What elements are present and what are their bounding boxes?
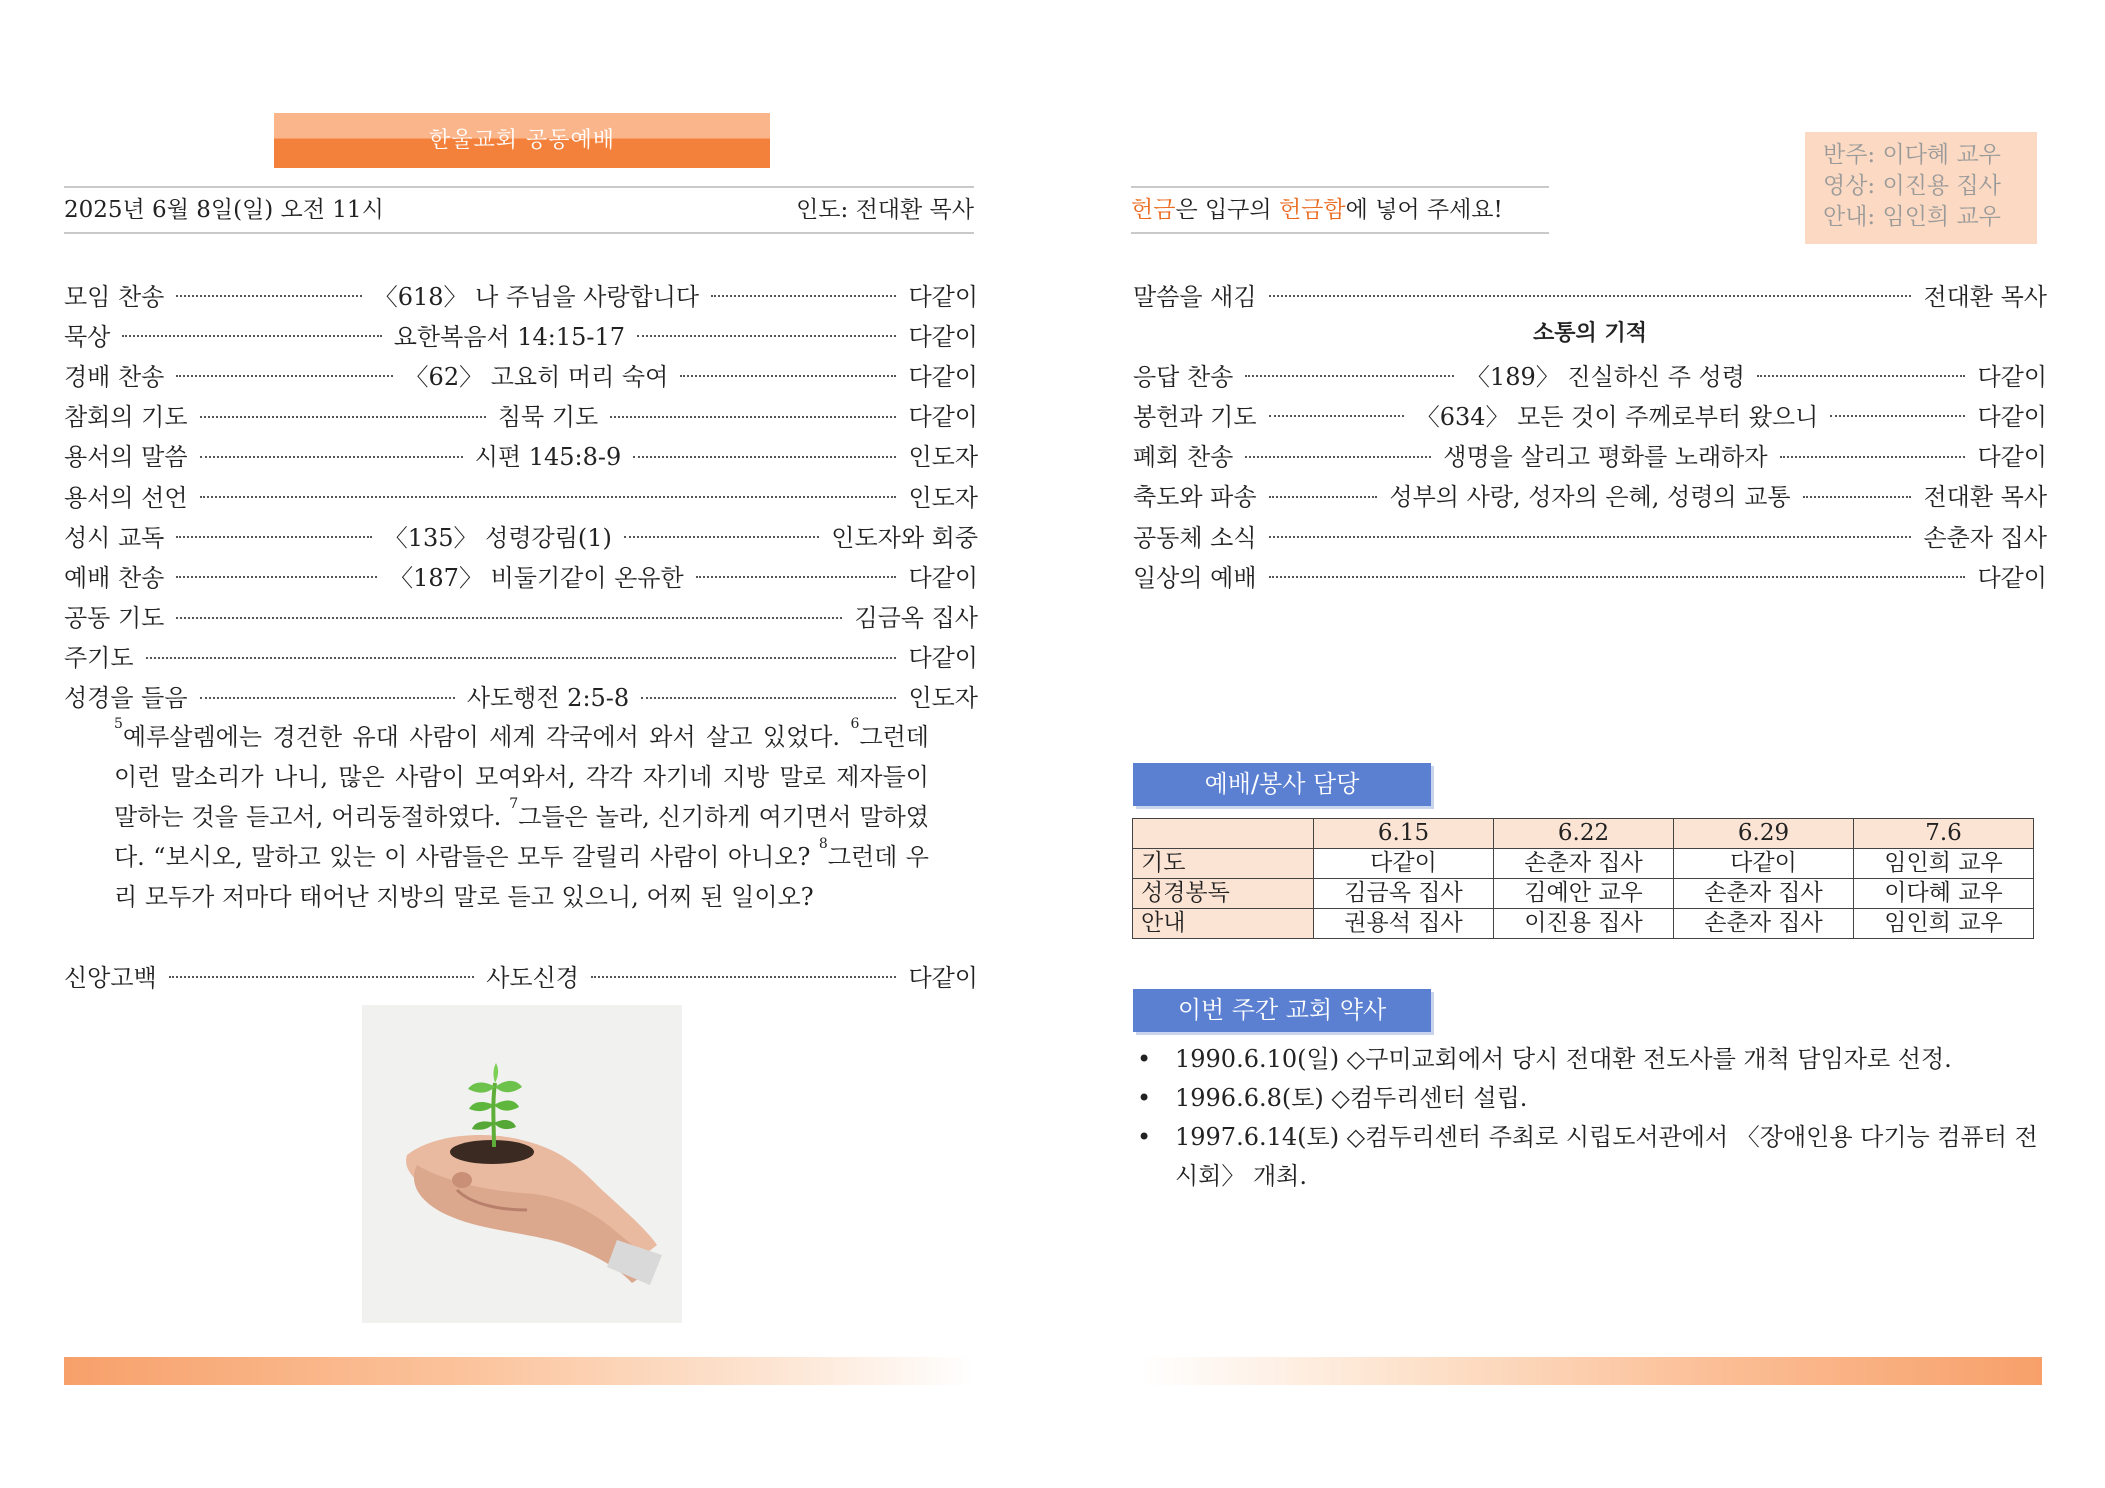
date-header: 7.6 (1854, 819, 2034, 849)
service-leader: 인도: 전대환 목사 (796, 197, 974, 223)
order-label: 예배 찬송 (64, 563, 165, 592)
order-by: 다같이 (1977, 402, 2047, 431)
dot-leader (696, 576, 897, 578)
service-staff-box (1805, 132, 2037, 244)
order-label: 묵상 (64, 322, 111, 351)
dot-leader (1757, 375, 1966, 377)
person-cell: 이다혜 교우 (1854, 879, 2034, 909)
order-by: 인도자 (908, 483, 978, 512)
footer-bar-left (64, 1357, 974, 1385)
dot-leader (624, 536, 819, 538)
order-by: 다같이 (1977, 443, 2047, 472)
person-cell: 다같이 (1314, 849, 1494, 879)
table-row (1133, 849, 2034, 879)
order-item (64, 435, 978, 475)
order-content: 성부의 사랑, 성자의 은혜, 성령의 교통 (1389, 483, 1791, 512)
list-item (1133, 1118, 2047, 1196)
order-item (64, 955, 978, 995)
order-label: 폐회 찬송 (1133, 443, 1234, 472)
dot-leader (200, 456, 463, 458)
dot-leader (680, 375, 896, 377)
person-cell: 임인희 교우 (1854, 849, 2034, 879)
plant-hands-icon (362, 1005, 682, 1323)
offering-box-word: 헌금함 (1278, 197, 1346, 223)
dot-leader (1269, 415, 1404, 417)
order-label: 경배 찬송 (64, 362, 165, 391)
verse-number: 6 (850, 716, 860, 732)
table-row (1133, 909, 2034, 939)
order-label: 일상의 예배 (1133, 563, 1257, 592)
dot-leader (176, 295, 361, 297)
order-item (64, 676, 978, 716)
history-section-title: 이번 주간 교회 약사 (1133, 989, 1431, 1032)
bullet-icon: • (1137, 1084, 1152, 1112)
order-item (64, 596, 978, 636)
role-cell: 성경봉독 (1133, 879, 1314, 909)
order-item (1133, 555, 2047, 595)
order-by: 다같이 (1977, 563, 2047, 592)
person-cell: 손춘자 집사 (1494, 849, 1674, 879)
order-item (1133, 354, 2047, 394)
dot-leader (122, 335, 381, 337)
dot-leader (1245, 375, 1454, 377)
verse-number: 7 (509, 796, 519, 812)
dot-leader (169, 976, 474, 978)
order-content: 〈618〉 나 주님을 사랑합니다 (373, 282, 700, 311)
order-content: 〈189〉 진실하신 주 성령 (1465, 362, 1745, 391)
order-item (64, 395, 978, 435)
dot-leader (176, 576, 377, 578)
staff-video: 영상: 이진용 집사 (1823, 173, 2001, 199)
verse-number: 8 (818, 836, 828, 852)
order-item (1133, 274, 2047, 314)
bullet-icon: • (1137, 1123, 1152, 1151)
table-header-row (1133, 819, 2034, 849)
order-item (64, 314, 978, 354)
order-by: 전대환 목사 (1923, 282, 2047, 311)
order-by: 다같이 (908, 644, 978, 673)
order-content: 생명을 살리고 평화를 노래하자 (1443, 443, 1768, 472)
order-by: 다같이 (1977, 362, 2048, 391)
dot-leader (637, 335, 896, 337)
order-label: 응답 찬송 (1133, 362, 1234, 391)
dot-leader (1269, 496, 1378, 498)
dot-leader (1269, 576, 1966, 578)
order-by: 다같이 (908, 322, 978, 351)
dot-leader (1830, 415, 1965, 417)
offering-notice (1131, 186, 1549, 234)
order-item (64, 636, 978, 676)
staff-accompanist: 반주: 이다혜 교우 (1823, 142, 2001, 168)
order-by: 인도자 (908, 443, 979, 472)
verse-text: 그런데 우리 모두가 저마다 태어난 지방의 말로 듣고 있으니, 어찌 된 일이오? (114, 843, 929, 911)
verse-number: 5 (114, 716, 123, 732)
order-label: 공동 기도 (64, 604, 165, 633)
order-label: 참회의 기도 (64, 403, 188, 432)
date-header: 6.22 (1494, 819, 1674, 849)
dot-leader (176, 617, 842, 619)
order-label: 주기도 (64, 644, 134, 673)
order-content: 사도행전 2:5-8 (466, 684, 630, 713)
person-cell: 김예안 교우 (1494, 879, 1674, 909)
order-label: 모임 찬송 (64, 282, 165, 311)
order-by: 다같이 (908, 403, 978, 432)
date-header: 6.29 (1674, 819, 1854, 849)
person-cell: 손춘자 집사 (1674, 879, 1854, 909)
duty-section-title: 예배/봉사 담당 (1133, 763, 1431, 806)
order-by: 인도자와 회중 (831, 523, 978, 552)
dot-leader (1803, 496, 1912, 498)
date-header: 6.15 (1314, 819, 1494, 849)
dot-leader (176, 375, 392, 377)
list-item (1133, 1079, 2047, 1118)
footer-bar-right (1140, 1357, 2042, 1385)
order-label: 용서의 말씀 (64, 443, 188, 472)
list-item (1133, 1040, 2047, 1079)
church-history-list (1133, 1040, 2047, 1196)
order-label: 성경을 들음 (64, 684, 188, 713)
scripture-passage (114, 717, 929, 917)
order-content: 〈634〉 모든 것이 주께로부터 왔으니 (1415, 402, 1819, 431)
dot-leader (1269, 295, 1912, 297)
duty-table (1132, 818, 2034, 939)
person-cell: 임인희 교우 (1854, 909, 2034, 939)
order-content: 〈135〉 성령강림(1) (383, 523, 612, 552)
history-text: 1997.6.14(토) ◇컴두리센터 주최로 시립도서관에서 〈장애인용 다기능 컴퓨터 전시회〉 개최. (1175, 1123, 2038, 1190)
dot-leader (176, 536, 371, 538)
offering-text: 에 넣어 주세요! (1345, 197, 1503, 223)
order-item (64, 354, 978, 394)
person-cell: 손춘자 집사 (1674, 909, 1854, 939)
order-content: 〈62〉 고요히 머리 숙여 (404, 362, 669, 391)
verse-text: 그들은 놀라, 신기하게 여기면서 말하였다. “보시오, 말하고 있는 이 사람들은 모두 갈릴리 사람이 아니오? (114, 803, 929, 871)
service-date: 2025년 6월 8일(일) 오전 11시 (64, 197, 384, 223)
offering-word: 헌금 (1131, 197, 1176, 223)
order-item (64, 475, 978, 515)
order-by: 전대환 목사 (1923, 483, 2048, 512)
table-corner-cell (1133, 819, 1314, 849)
role-cell: 안내 (1133, 909, 1314, 939)
dot-leader (591, 976, 896, 978)
table-row (1133, 879, 2034, 909)
order-item (64, 555, 978, 595)
dot-leader (711, 295, 896, 297)
order-by: 손춘자 집사 (1923, 523, 2047, 552)
dot-leader (1780, 456, 1966, 458)
history-text: 1990.6.10(일) ◇구미교회에서 당시 전대환 전도사를 개척 담임자로 선정. (1175, 1045, 1952, 1073)
order-item (1133, 394, 2047, 434)
order-label: 축도와 파송 (1133, 483, 1257, 512)
offering-text: 은 입구의 (1175, 197, 1279, 223)
order-label: 성시 교독 (64, 523, 165, 552)
order-content: 침묵 기도 (497, 403, 599, 432)
person-cell: 다같이 (1674, 849, 1854, 879)
order-label: 봉헌과 기도 (1133, 402, 1257, 431)
dot-leader (641, 697, 896, 699)
order-by: 인도자 (908, 684, 978, 713)
sermon-title: 소통의 기적 (1533, 321, 1647, 347)
dot-leader (633, 456, 896, 458)
bullet-icon: • (1137, 1045, 1152, 1073)
order-item (1133, 475, 2047, 515)
dot-leader (146, 657, 897, 659)
order-item (64, 515, 978, 555)
service-info-row (64, 186, 974, 234)
person-cell: 권용석 집사 (1314, 909, 1494, 939)
order-label: 용서의 선언 (64, 483, 188, 512)
dot-leader (1269, 536, 1912, 538)
dot-leader (200, 496, 897, 498)
dot-leader (1245, 456, 1431, 458)
verse-text: 그런데 이런 말소리가 나니, 많은 사람이 모여와서, 각각 자기네 지방 말로 제자들이 말하는 것을 듣고서, 어리둥절하였다. (114, 723, 929, 831)
order-by: 다같이 (908, 362, 978, 391)
bulletin-title: 한울교회 공동예배 (274, 113, 770, 168)
dot-leader (200, 697, 455, 699)
order-by: 다같이 (908, 563, 979, 592)
verse-text: 예루살렘에는 경건한 유대 사람이 세계 각국에서 와서 살고 있었다. (122, 723, 851, 751)
order-label: 공동체 소식 (1133, 523, 1257, 552)
history-text: 1996.6.8(토) ◇컴두리센터 설립. (1175, 1084, 1528, 1112)
dot-leader (200, 416, 486, 418)
creed-row (64, 955, 978, 995)
order-content: 사도신경 (486, 963, 579, 992)
order-label: 신앙고백 (64, 963, 157, 992)
staff-usher: 안내: 임인희 교우 (1823, 204, 2001, 230)
order-content: 〈187〉 비둘기같이 온유한 (389, 563, 684, 592)
role-cell: 기도 (1133, 849, 1314, 879)
order-item (64, 274, 978, 314)
order-item (1133, 515, 2047, 555)
order-of-worship-left (64, 274, 978, 716)
order-of-worship-right (1133, 274, 2047, 595)
order-by: 김금옥 집사 (854, 604, 978, 633)
order-item (1133, 435, 2047, 475)
order-content: 요한복음서 14:15-17 (393, 322, 626, 351)
order-content: 시편 145:8-9 (474, 443, 622, 472)
order-by: 다같이 (908, 282, 979, 311)
person-cell: 김금옥 집사 (1314, 879, 1494, 909)
plant-in-hands-illustration (362, 1005, 682, 1323)
order-label: 말씀을 새김 (1133, 282, 1257, 311)
person-cell: 이진용 집사 (1494, 909, 1674, 939)
dot-leader (610, 416, 896, 418)
order-by: 다같이 (908, 963, 978, 992)
